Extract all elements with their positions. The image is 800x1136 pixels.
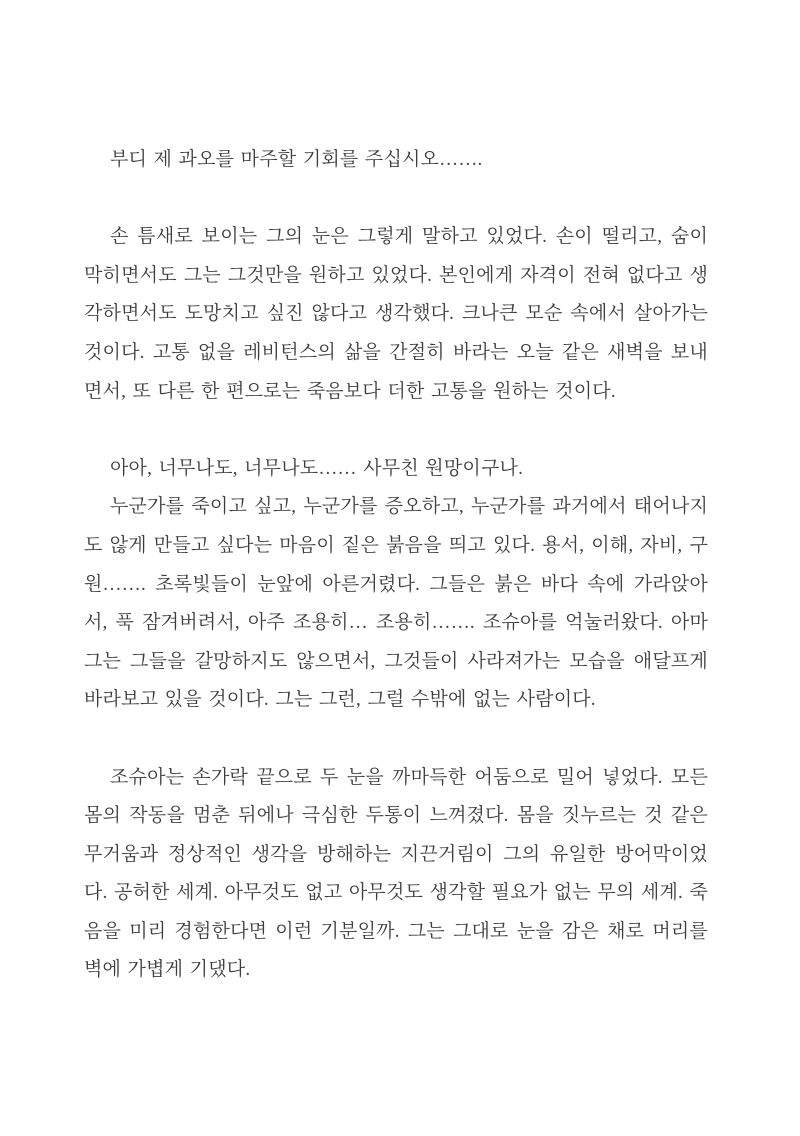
paragraph: 누군가를 죽이고 싶고, 누군가를 증오하고, 누군가를 과거에서 태어나지도 않게 만들고 싶다는 마음이 짙은 붉음을 띄고 있다. 용서, 이해, 자비, 구원……. 초록빛들이 눈앞에 아른거렸다. 그들은 붉은 바다 속에 가라앉아서, 푹 잠겨버려서, 아주 조용히… 조용히……. 조슈아를 억눌러왔다. 아마 그는 그들을 갈망하지도 않으면서, 그것들이 사라져가는 모습을 애달프게 바라보고 있을 것이다. 그는 그런, 그럴 수밖에 없는 사람이다. (84, 496, 708, 711)
paragraph: 부디 제 과오를 마주할 기회를 주십시오……. (110, 149, 483, 170)
paragraph: 조슈아는 손가락 끝으로 두 눈을 까마득한 어둠으로 밀어 넣었다. 모든 몸의 작동을 멈춘 뒤에나 극심한 두통이 느껴졌다. 몸을 짓누르는 것 같은 무거움과 정상적인 생각을 방해하는 지끈거림이 그의 유일한 방어막이었다. 공허한 세계. 아무것도 없고 아무것도 생각할 필요가 없는 무의 세계. 죽음을 미리 경험한다면 이런 기분일까. 그는 그대로 눈을 감은 채로 머리를 벽에 가볍게 기댔다. (84, 766, 708, 981)
paragraph: 아아, 너무나도, 너무나도…… 사무친 원망이구나. (110, 457, 524, 479)
paragraph: 손 틈새로 보이는 그의 눈은 그렇게 말하고 있었다. 손이 떨리고, 숨이 막히면서도 그는 그것만을 원하고 있었다. 본인에게 자격이 전혀 없다고 생각하면서도 도망치고 싶진 않다고 생각했다. 크나큰 모순 속에서 살아가는 것이다. 고통 없을 레비턴스의 삶을 간절히 바라는 오늘 같은 새벽을 보내면서, 또 다른 한 편으로는 죽음보다 더한 고통을 원하는 것이다. (84, 226, 708, 402)
